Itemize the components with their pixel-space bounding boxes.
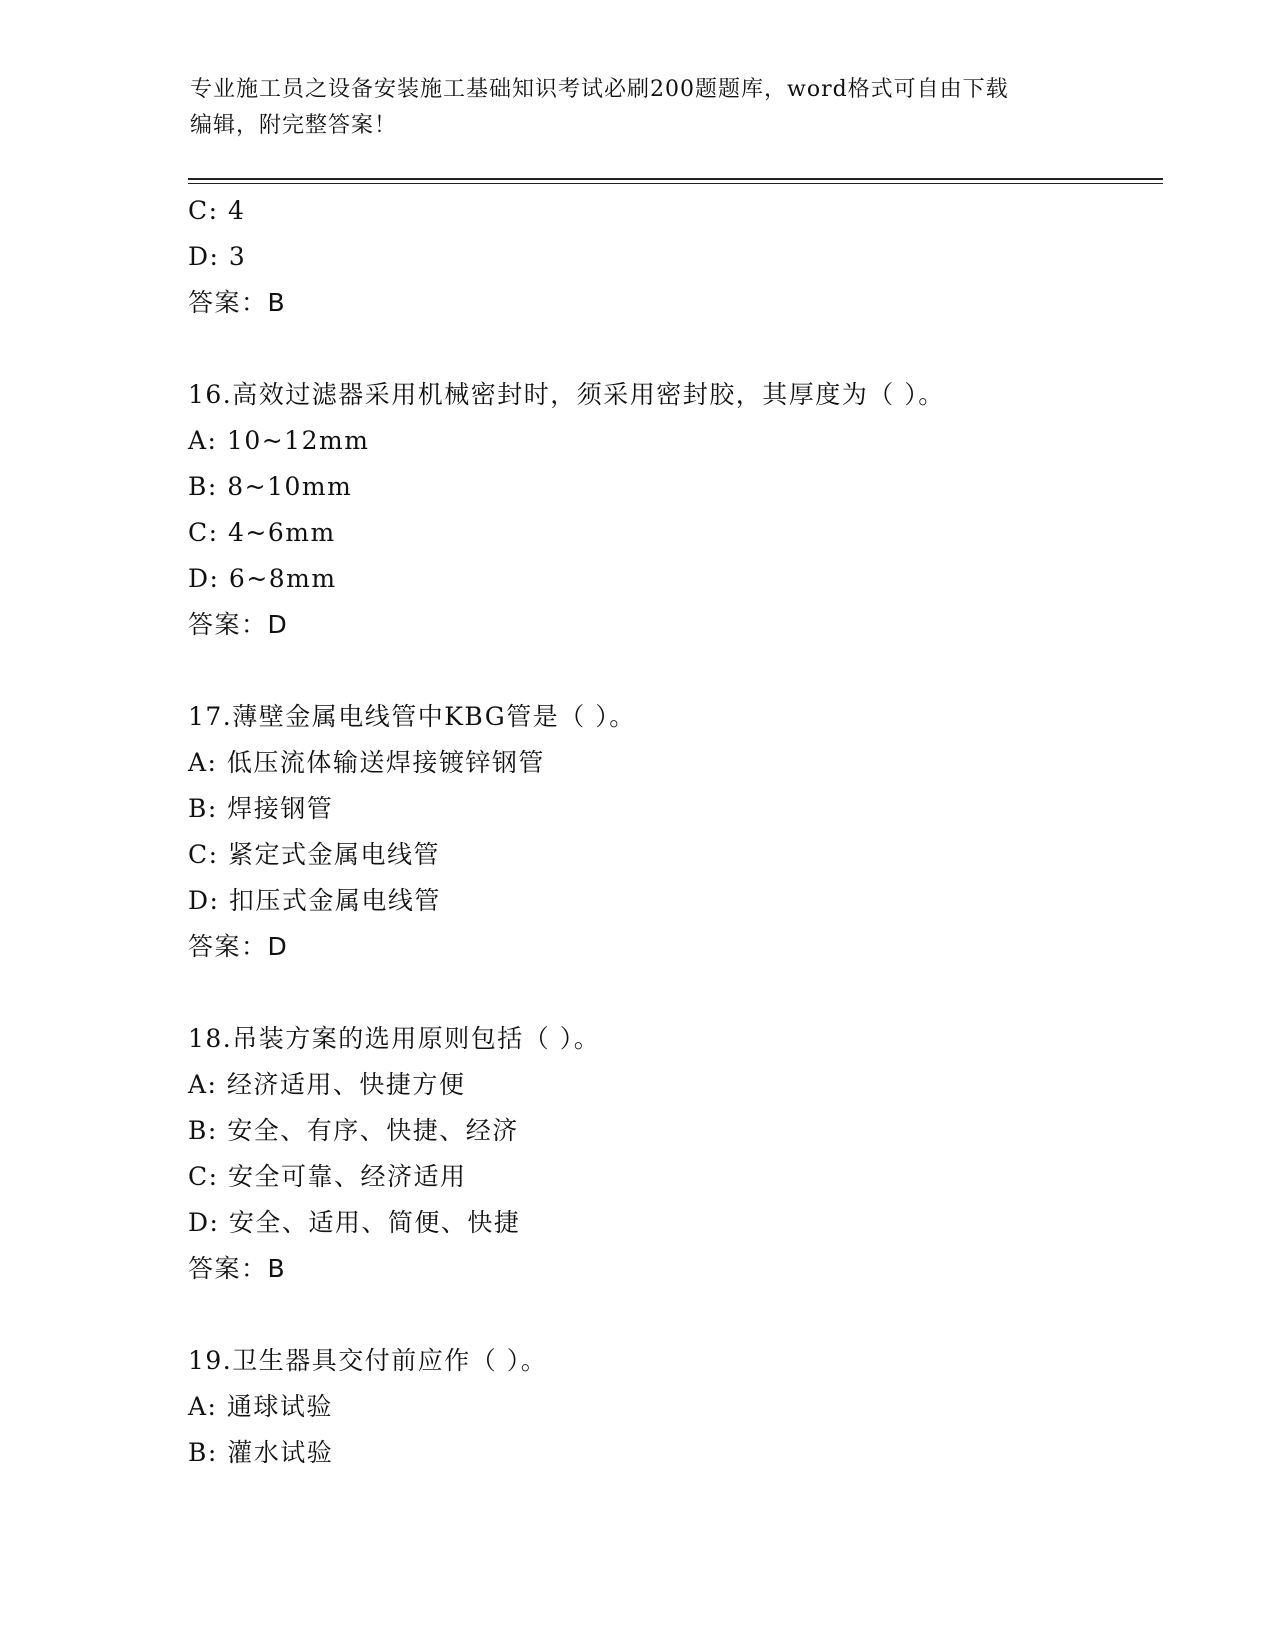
answer-label: 答案：D <box>188 932 289 961</box>
spacer <box>188 1292 1138 1338</box>
question-stem: 18.吊装方案的选用原则包括（ ）。 <box>188 1024 601 1053</box>
question-stem: 17.薄壁金属电线管中KBG管是（ ）。 <box>188 702 636 731</box>
header-divider-thin <box>188 183 1163 184</box>
header-line-1: 专业施工员之设备安装施工基础知识考试必刷200题题库，word格式可自由下载 <box>190 77 1009 102</box>
question-block-18 <box>188 1016 1138 1292</box>
answer-label: 答案：B <box>188 288 287 317</box>
option-c: C: 4 <box>188 196 246 225</box>
option-d: D: 扣压式金属电线管 <box>188 886 441 915</box>
spacer <box>188 970 1138 1016</box>
option-a: A: 低压流体输送焊接镀锌钢管 <box>188 748 545 777</box>
option-a: A: 通球试验 <box>188 1392 333 1421</box>
option-b: B: 灌水试验 <box>188 1438 334 1467</box>
question-stem: 19.卫生器具交付前应作（ ）。 <box>188 1346 548 1375</box>
question-block-19 <box>188 1338 1138 1476</box>
question-block-17 <box>188 694 1138 970</box>
header-line-2: 编辑，附完整答案！ <box>190 113 398 138</box>
option-c: C: 紧定式金属电线管 <box>188 840 440 869</box>
option-a: A: 经济适用、快捷方便 <box>188 1070 466 1099</box>
option-b: B: 安全、有序、快捷、经济 <box>188 1116 519 1145</box>
spacer <box>188 648 1138 694</box>
option-b: B: 8~10mm <box>188 472 353 501</box>
question-stem: 16.高效过滤器采用机械密封时，须采用密封胶，其厚度为（ ）。 <box>188 380 945 409</box>
option-d: D: 6~8mm <box>188 564 337 593</box>
option-a: A: 10~12mm <box>188 426 370 455</box>
document-header <box>190 72 1070 144</box>
header-divider-thick <box>188 178 1163 180</box>
option-c: C: 安全可靠、经济适用 <box>188 1162 467 1191</box>
question-block-15 <box>188 188 1138 326</box>
option-c: C: 4~6mm <box>188 518 336 547</box>
option-d: D: 3 <box>188 242 247 271</box>
option-b: B: 焊接钢管 <box>188 794 334 823</box>
answer-label: 答案：B <box>188 1254 287 1283</box>
question-block-16 <box>188 372 1138 648</box>
spacer <box>188 326 1138 372</box>
answer-label: 答案：D <box>188 610 289 639</box>
option-d: D: 安全、适用、简便、快捷 <box>188 1208 521 1237</box>
question-list <box>188 188 1138 1476</box>
